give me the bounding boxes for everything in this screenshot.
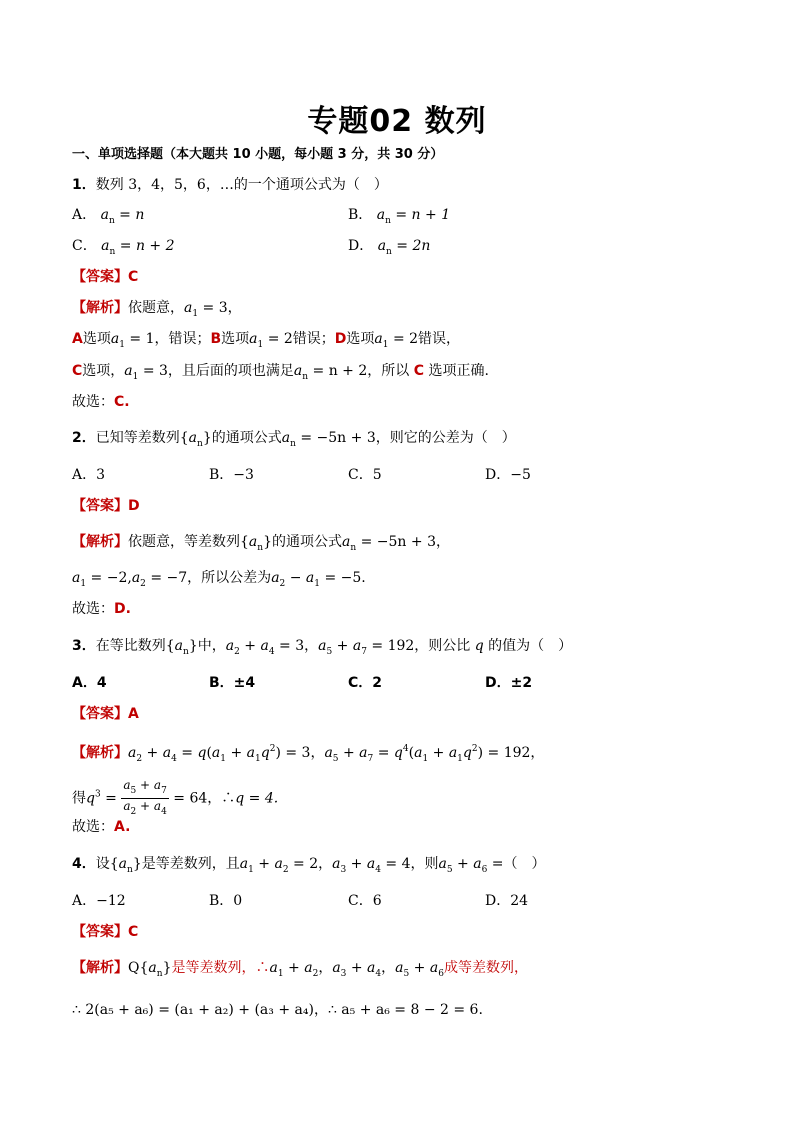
q4-option-b: B．0 [209, 893, 243, 909]
q3-option-b: B．±4 [209, 675, 256, 691]
question-4-stem: 4．设$\{a_n\}$是等差数列，且$a_1 + a_2 = 2$，$a_3 + a_4 = 4$，则$a_5 + a_6$ =（ ） [72, 856, 546, 875]
q3-conclusion: 故选：A. [72, 819, 131, 835]
q4-option-c: C．6 [348, 893, 382, 909]
q4-option-d: D．24 [485, 893, 529, 909]
q4-analysis: 【解析】$Q\{a_n\}$是等差数列，$\therefore a_1 + a_2$，$a_3 + a_4$，$a_5 + a_6$成等差数列， [72, 960, 528, 979]
q1-option-b: B． $a_n = n + 1$ [348, 207, 451, 226]
question-2-stem: 2．已知等差数列$\{a_n\}$的通项公式$a_n = -5n + 3$，则它的公差为（ ） [72, 430, 516, 449]
q4-option-a: A．−12 [72, 893, 126, 909]
q3-analysis-line2: 得$q^3$ = $\frac{a_5 + a_7}{a_2 + a_4}$ = 64，∴q = 4. [72, 778, 279, 817]
q1-option-a: A． $a_n = n$ [72, 207, 145, 226]
q1-option-d: D． $a_n = 2n$ [348, 238, 431, 257]
q3-option-a: A．4 [72, 675, 107, 691]
q1-analysis-line3: C选项，$a_1 = 3$，且后面的项也满足$a_n = n + 2$，所以 C 选项正确. [72, 363, 489, 382]
q1-analysis: 【解析】依题意，$a_1 = 3$， [72, 300, 242, 319]
q2-analysis: 【解析】依题意，等差数列$\{a_n\}$的通项公式$a_n = -5n + 3$， [72, 534, 450, 553]
q2-conclusion: 故选：D. [72, 601, 131, 617]
q2-option-b: B．−3 [209, 467, 254, 483]
question-number: 1． [72, 177, 96, 193]
section-heading: 一、单项选择题（本大题共 10 小题，每小题 3 分，共 30 分） [72, 147, 444, 162]
q2-option-d: D．−5 [485, 467, 531, 483]
q1-answer: 【答案】C [72, 269, 139, 285]
q1-analysis-line2: A选项$a_1 = 1$，错误；B选项$a_1 = 2$错误；D选项$a_1 = 2$错误， [72, 331, 461, 350]
question-1-stem [72, 176, 388, 194]
q3-answer: 【答案】A [72, 706, 139, 722]
fraction: $\frac{a_5 + a_7}{a_2 + a_4}$ [123, 778, 167, 817]
q1-option-c: C． $a_n = n + 2$ [72, 238, 175, 257]
q3-option-c: C．2 [348, 675, 383, 691]
q2-option-c: C．5 [348, 467, 382, 483]
question-3-stem: 3．在等比数列$\{a_n\}$中，$a_2 + a_4 = 3$，$a_5 + a_7 = 192$，则公比 q 的值为（ ） [72, 638, 573, 657]
question-text: 数列 3，4，5，6，…的一个通项公式为（ ） [95, 177, 388, 193]
q4-answer: 【答案】C [72, 924, 139, 940]
q2-option-a: A．3 [72, 467, 106, 483]
page-title: 专题02 数列 [307, 104, 487, 139]
q3-option-d: D．±2 [485, 675, 533, 691]
q1-conclusion: 故选：C. [72, 394, 130, 410]
q2-answer: 【答案】D [72, 498, 140, 514]
q2-analysis-line2: $a_1 = -2,a_2 = -7$，所以公差为$a_2 - a_1 = -5$. [72, 570, 366, 589]
q3-analysis: 【解析】$a_2 + a_4 = q(a_1 + a_1q^2) = 3$，$a_5 + a_7 = q^4(a_1 + a_1q^2) = 192$， [72, 744, 545, 764]
q4-analysis-line2: ∴ 2(a₅ + a₆) = (a₁ + a₂) + (a₃ + a₄)，∴ a₅ + a₆ = 8 − 2 = 6. [72, 1002, 483, 1018]
